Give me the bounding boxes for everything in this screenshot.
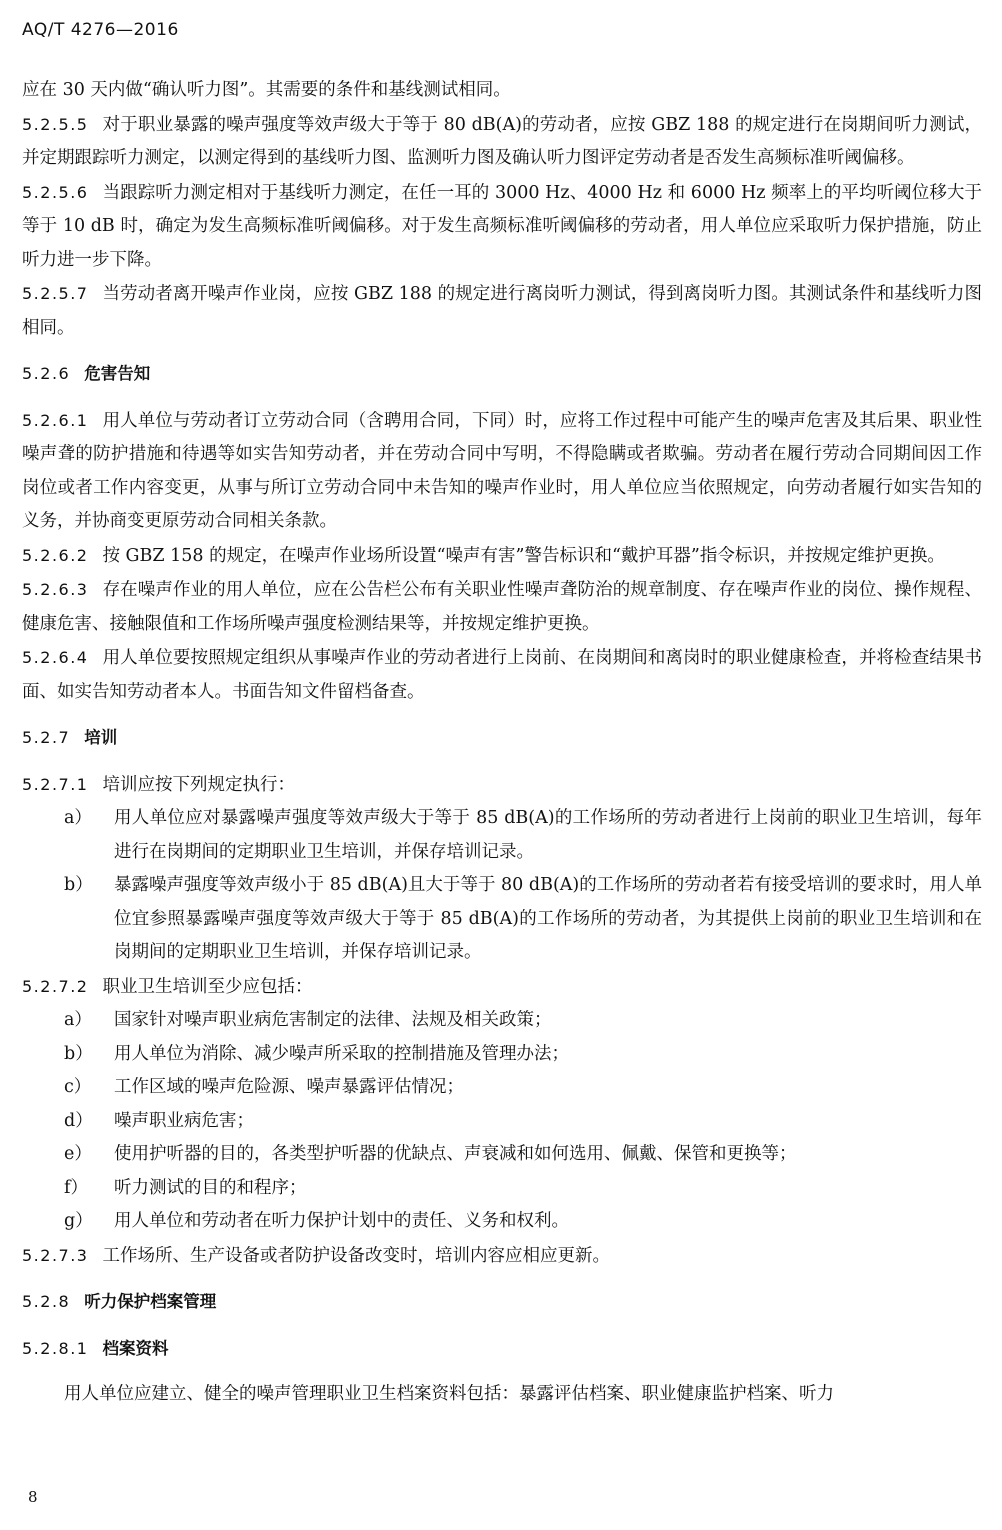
clause-5-2-6-4 bbox=[22, 641, 982, 709]
clause-number: 5.2.7.2 bbox=[22, 976, 89, 996]
page-number: 8 bbox=[28, 1488, 38, 1506]
list-marker: c） bbox=[64, 1077, 92, 1097]
list-marker: a） bbox=[64, 808, 92, 828]
section-number: 5.2.6 bbox=[22, 364, 71, 383]
section-title: 档案资料 bbox=[102, 1338, 169, 1358]
clause-text: 对于职业暴露的噪声强度等效声级大于等于 80 dB(A)的劳动者，应按 GBZ 188 的规定进行在岗期间听力测试，并定期跟踪听力测定，以测定得到的基线听力图、监测听力图及确认听力图评定劳动者是否发生高频标准听阈偏移。 bbox=[22, 114, 982, 168]
clause-5-2-5-6 bbox=[22, 176, 982, 278]
clause-number: 5.2.6.4 bbox=[22, 648, 89, 667]
section-heading-5-2-8 bbox=[22, 1285, 982, 1320]
clause-text: 培训应按下列规定执行： bbox=[102, 774, 295, 795]
list-item bbox=[22, 802, 982, 869]
clause-5-2-6-2 bbox=[22, 539, 982, 574]
clause-5-2-7-3 bbox=[22, 1239, 982, 1274]
list-text: 使用护听器的目的，各类型护听器的优缺点、声衰减和如何选用、佩戴、保管和更换等； bbox=[114, 1144, 797, 1164]
list-text: 用人单位和劳动者在听力保护计划中的责任、义务和权利。 bbox=[114, 1211, 569, 1231]
clause-text: 当跟踪听力测定相对于基线听力测定，在任一耳的 3000 Hz、4000 Hz 和 6000 Hz 频率上的平均听阈位移大于等于 10 dB 时，确定为发生高频标准听阈偏移。对于发生高频标准听阈偏移的劳动者，用人单位应采取听力保护措施，防止听力进一步下降。 bbox=[22, 182, 982, 270]
document-code-header: AQ/T 4276—2016 bbox=[22, 20, 179, 40]
list-marker: a） bbox=[64, 1010, 92, 1030]
list-item bbox=[22, 869, 982, 970]
list-text: 听力测试的目的和程序； bbox=[114, 1177, 307, 1198]
list-marker: b） bbox=[64, 875, 93, 895]
section-number: 5.2.8 bbox=[22, 1292, 71, 1311]
clause-5-2-7-1 bbox=[22, 768, 982, 803]
list-item bbox=[22, 1071, 982, 1105]
list-text: 噪声职业病危害； bbox=[114, 1110, 254, 1131]
section-number: 5.2.8.1 bbox=[22, 1338, 89, 1358]
clause-5-2-5-7 bbox=[22, 277, 982, 345]
document-body bbox=[22, 74, 982, 1412]
clause-number: 5.2.7.3 bbox=[22, 1245, 89, 1265]
section-heading-5-2-7 bbox=[22, 721, 982, 756]
section-heading-5-2-6 bbox=[22, 357, 982, 392]
paragraph: 应在 30 天内做“确认听力图”。其需要的条件和基线测试相同。 bbox=[22, 80, 511, 100]
clause-text: 用人单位要按照规定组织从事噪声作业的劳动者进行上岗前、在岗期间和离岗时的职业健康检查，并将检查结果书面、如实告知劳动者本人。书面告知文件留档备查。 bbox=[22, 648, 982, 702]
clause-number: 5.2.5.6 bbox=[22, 182, 89, 202]
list-item bbox=[22, 1205, 982, 1239]
clause-text: 工作场所、生产设备或者防护设备改变时，培训内容应相应更新。 bbox=[102, 1245, 610, 1266]
clause-text: 存在噪声作业的用人单位，应在公告栏公布有关职业性噪声聋防治的规章制度、存在噪声作业的岗位、操作规程、健康危害、接触限值和工作场所噪声强度检测结果等，并按规定维护更换。 bbox=[22, 580, 982, 634]
clause-text: 职业卫生培训至少应包括： bbox=[102, 976, 313, 997]
list-item bbox=[22, 1105, 982, 1139]
clause-number: 5.2.6.2 bbox=[22, 545, 89, 565]
list-marker: b） bbox=[64, 1043, 93, 1064]
list-marker: g） bbox=[64, 1211, 93, 1231]
list-text: 用人单位为消除、减少噪声所采取的控制措施及管理办法； bbox=[114, 1043, 569, 1064]
clause-number: 5.2.6.1 bbox=[22, 410, 89, 430]
clause-number: 5.2.5.5 bbox=[22, 114, 89, 134]
clause-number: 5.2.5.7 bbox=[22, 284, 89, 303]
clause-5-2-7-2 bbox=[22, 970, 982, 1005]
paragraph: 用人单位应建立、健全的噪声管理职业卫生档案资料包括：暴露评估档案、职业健康监护档案、听力 bbox=[64, 1384, 834, 1404]
list-item bbox=[22, 1038, 982, 1072]
section-title: 培训 bbox=[84, 728, 118, 747]
clause-text: 按 GBZ 158 的规定，在噪声作业场所设置“噪声有害”警告标识和“戴护耳器”指令标识，并按规定维护更换。 bbox=[102, 545, 945, 566]
section-title: 危害告知 bbox=[84, 364, 151, 383]
list-item bbox=[22, 1004, 982, 1038]
clause-5-2-5-5 bbox=[22, 108, 982, 176]
list-marker: f） bbox=[64, 1177, 88, 1198]
list-marker: e） bbox=[64, 1144, 92, 1164]
section-heading-5-2-8-1 bbox=[22, 1332, 982, 1367]
clause-5-2-6-1 bbox=[22, 404, 982, 539]
clause-text: 用人单位与劳动者订立劳动合同（含聘用合同，下同）时，应将工作过程中可能产生的噪声危害及其后果、职业性噪声聋的防护措施和待遇等如实告知劳动者，并在劳动合同中写明，不得隐瞒或者欺骗。劳动者在履行劳动合同期间因工作岗位或者工作内容变更，从事与所订立劳动合同中未告知的噪声作业时，用人单位应当依照规定，向劳动者履行如实告知的义务，并协商变更原劳动合同相关条款。 bbox=[22, 410, 982, 531]
list-text: 用人单位应对暴露噪声强度等效声级大于等于 85 dB(A)的工作场所的劳动者进行上岗前的职业卫生培训，每年进行在岗期间的定期职业卫生培训，并保存培训记录。 bbox=[114, 808, 982, 862]
clause-number: 5.2.7.1 bbox=[22, 774, 89, 794]
list-text: 工作区域的噪声危险源、噪声暴露评估情况； bbox=[114, 1077, 464, 1097]
list-item bbox=[22, 1172, 982, 1206]
clause-number: 5.2.6.3 bbox=[22, 580, 89, 599]
section-title: 听力保护档案管理 bbox=[84, 1292, 217, 1311]
section-number: 5.2.7 bbox=[22, 728, 71, 747]
clause-5-2-6-3 bbox=[22, 573, 982, 641]
list-text: 国家针对噪声职业病危害制定的法律、法规及相关政策； bbox=[114, 1010, 552, 1030]
list-item bbox=[22, 1138, 982, 1172]
clause-text: 当劳动者离开噪声作业岗，应按 GBZ 188 的规定进行离岗听力测试，得到离岗听力图。其测试条件和基线听力图相同。 bbox=[22, 284, 982, 338]
list-marker: d） bbox=[64, 1110, 93, 1131]
list-text: 暴露噪声强度等效声级小于 85 dB(A)且大于等于 80 dB(A)的工作场所的劳动者若有接受培训的要求时，用人单位宜参照暴露噪声强度等效声级大于等于 85 dB(A)的工作场所的劳动者，为其提供上岗前的职业卫生培训和在岗期间的定期职业卫生培训，并保存培训记录。 bbox=[114, 875, 982, 962]
